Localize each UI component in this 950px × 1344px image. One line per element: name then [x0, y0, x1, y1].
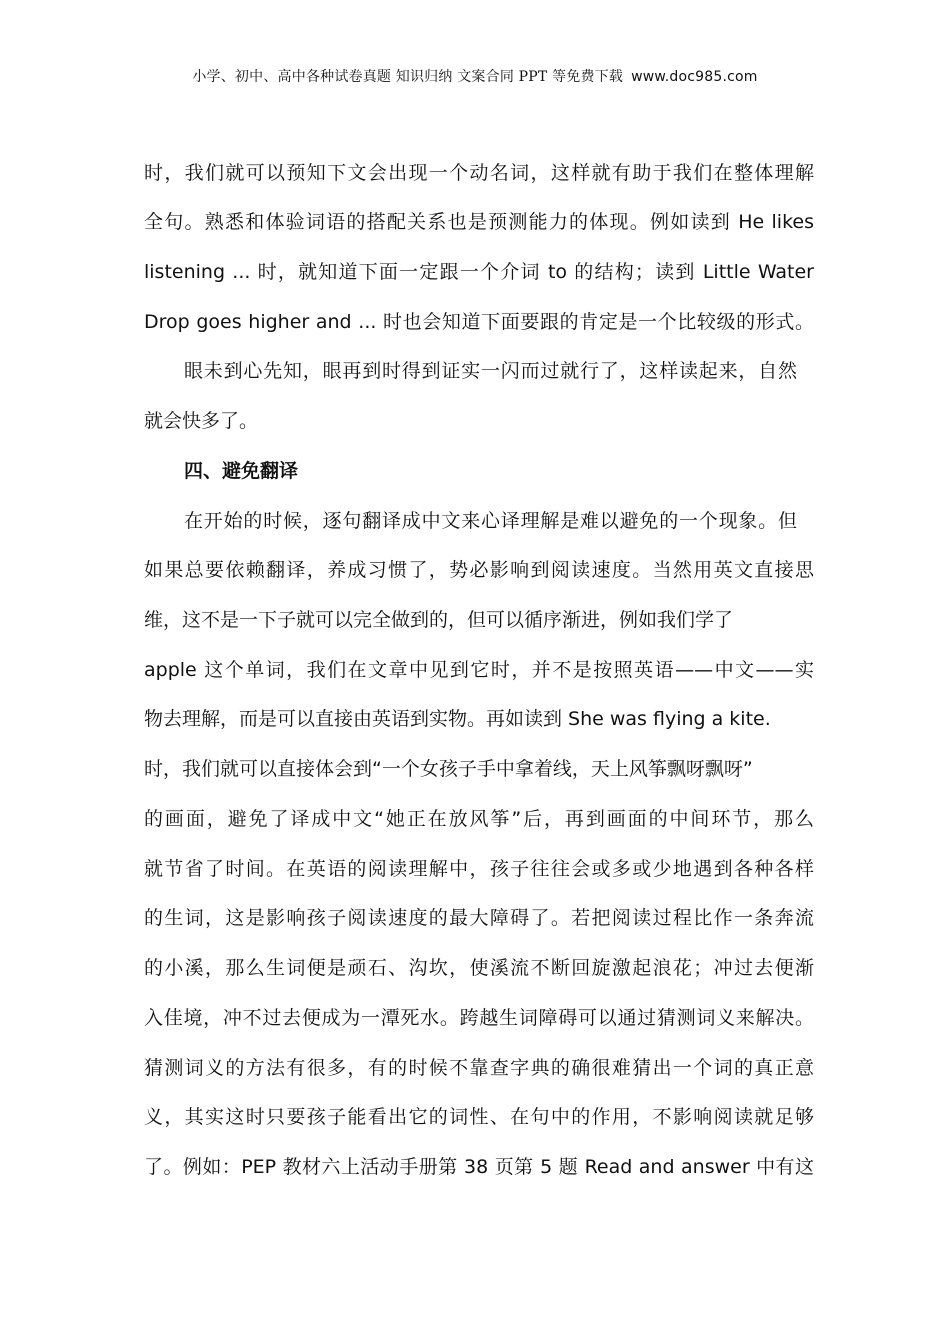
section-heading: 四、避免翻译 [184, 460, 299, 482]
text-line: 义，其实这时只要孩子能看出它的词性、在句中的作用，不影响阅读就足够 [144, 1106, 814, 1128]
text-line: 全句。熟悉和体验词语的搭配关系也是预测能力的体现。例如读到 He likes [144, 211, 814, 233]
text-line: 的小溪，那么生词便是顽石、沟坎，使溪流不断回旋激起浪花；冲过去便渐 [144, 957, 814, 979]
text-line: 了。例如：PEP 教材六上活动手册第 38 页第 5 题 Read and answer 中有这 [144, 1156, 814, 1178]
header-url[interactable]: www.doc985.com [631, 69, 758, 85]
page-header [0, 66, 950, 86]
text-line: 维，这不是一下子就可以完全做到的，但可以循序渐进，例如我们学了 [144, 609, 734, 631]
paragraph-line: 在开始的时候，逐句翻译成中文来心译理解是难以避免的一个现象。但 [184, 510, 797, 532]
header-title: 小学、初中、高中各种试卷真题 知识归纳 文案合同 PPT 等免费下载 [192, 69, 624, 85]
text-line: 就节省了时间。在英语的阅读理解中，孩子往往会或多或少地遇到各种各样 [144, 858, 814, 880]
text-line: 时，我们就可以直接体会到“一个女孩子手中拿着线，天上风筝飘呀飘呀” [144, 758, 753, 780]
text-line: listening ... 时，就知道下面一定跟一个介词 to 的结构；读到 Little Water [144, 261, 814, 283]
text-line: 的画面，避免了译成中文“她正在放风筝”后，再到画面的中间环节，那么 [144, 808, 814, 830]
text-line: 入佳境，冲不过去便成为一潭死水。跨越生词障碍可以通过猜测词义来解决。 [144, 1007, 814, 1029]
text-line: Drop goes higher and ... 时也会知道下面要跟的肯定是一个比较级的形式。 [144, 311, 814, 333]
text-line: 猜测词义的方法有很多，有的时候不靠查字典的确很难猜出一个词的真正意 [144, 1057, 814, 1079]
text-line: apple 这个单词，我们在文章中见到它时，并不是按照英语——中文——实 [144, 659, 814, 681]
paragraph-line: 眼未到心先知，眼再到时得到证实一闪而过就行了，这样读起来，自然 [184, 360, 797, 382]
text-line: 如果总要依赖翻译，养成习惯了，势必影响到阅读速度。当然用英文直接思 [144, 559, 814, 581]
text-line: 就会快多了。 [144, 410, 259, 432]
text-line: 的生词，这是影响孩子阅读速度的最大障碍了。若把阅读过程比作一条奔流 [144, 907, 814, 929]
text-line: 物去理解，而是可以直接由英语到实物。再如读到 She was flying a kite. [144, 708, 771, 730]
text-line: 时，我们就可以预知下文会出现一个动名词，这样就有助于我们在整体理解 [144, 162, 814, 184]
